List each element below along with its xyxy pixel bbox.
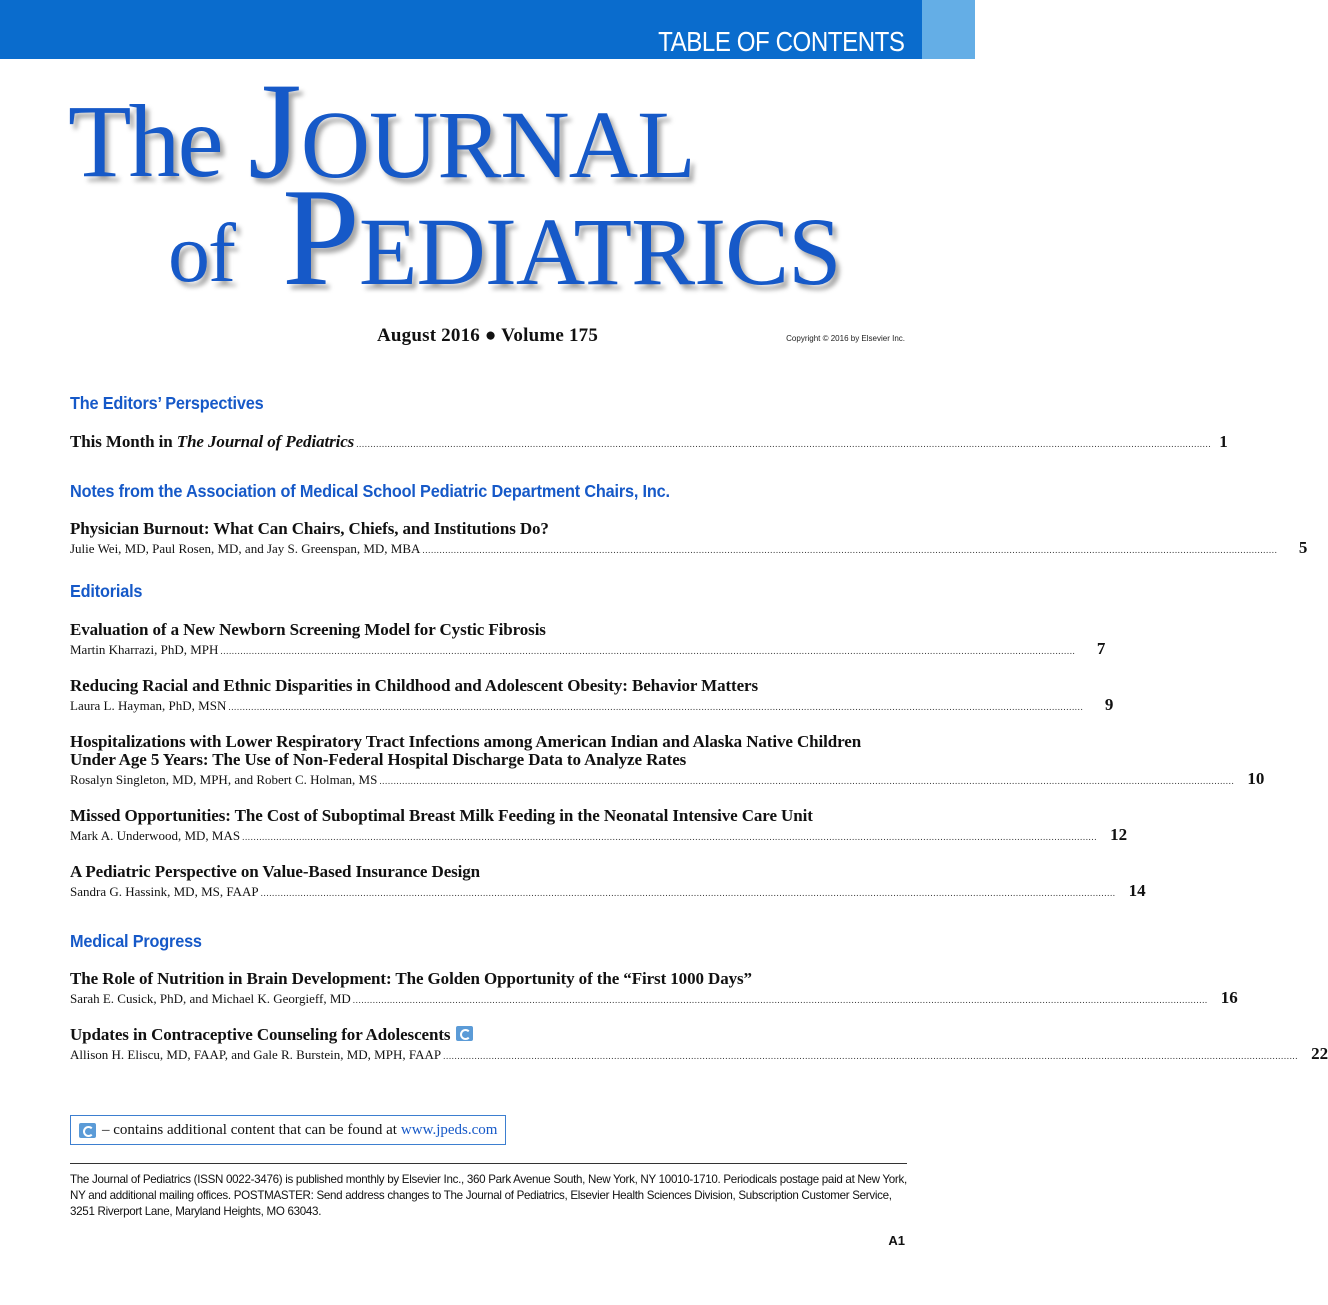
toc-entry[interactable] — [70, 676, 1114, 715]
masthead-journal-initial: J — [248, 54, 301, 207]
entry-title[interactable]: A Pediatric Perspective on Value-Based Insurance Design — [70, 862, 481, 881]
section-heading: Medical Progress — [70, 931, 202, 951]
toc-entry[interactable] — [70, 969, 1238, 1008]
toc-entry[interactable] — [70, 806, 1128, 845]
banner-tab — [922, 0, 975, 59]
entry-page: 1 — [1219, 432, 1228, 451]
entry-authors: Mark A. Underwood, MD, MAS — [70, 828, 241, 843]
entry-page: 5 — [1298, 538, 1308, 557]
entry-title[interactable]: The Role of Nutrition in Brain Development: The Golden Opportunity of the “First 1000 Days” — [70, 969, 752, 988]
entry-title[interactable]: Physician Burnout: What Can Chairs, Chiefs, and Institutions Do? — [70, 519, 549, 538]
section-heading: The Editors’ Perspectives — [70, 393, 264, 413]
entry-authors: Sandra G. Hassink, MD, MS, FAAP — [70, 884, 259, 899]
section-editors-perspectives — [70, 392, 1228, 480]
entry-page: 10 — [1247, 769, 1265, 788]
masthead-pediatrics-rest: EDIATRICS — [358, 198, 841, 305]
toc-entry[interactable] — [70, 432, 1228, 452]
online-content-icon — [456, 1026, 473, 1041]
toc-entry[interactable] — [70, 620, 1106, 659]
banner-label: TABLE OF CONTENTS — [658, 26, 905, 57]
dot-leader: ............................................................................................................................................................................................................................................................................................................ — [220, 646, 1076, 656]
publication-notice: The Journal of Pediatrics (ISSN 0022-3476) is published monthly by Elsevier Inc., 360 Park Avenue South, New York, NY 10010-1710. Periodicals postage paid at New York, NY and additional mailing offices. POSTMASTER: Send address changes to The Journal of Pediatrics, Elsevier Health Sciences Division, Subscription Customer Service, 3251 Riverport Lane, Maryland Heights, MO 63043. — [70, 1173, 907, 1218]
section-association-notes — [70, 480, 1308, 580]
legend-text: – contains additional content that can be found at — [102, 1121, 397, 1138]
toc-entry[interactable] — [70, 519, 1308, 558]
entry-page: 12 — [1110, 825, 1128, 844]
entry-authors: Laura L. Hayman, PhD, MSN — [70, 698, 227, 713]
entry-page: 16 — [1220, 988, 1238, 1007]
entry-title-text: Updates in Contraceptive Counseling for Adolescents — [70, 1025, 451, 1044]
masthead-pediatrics-initial: P — [282, 160, 359, 315]
entry-title-journal: The Journal of Pediatrics — [176, 432, 355, 451]
table-of-contents — [70, 392, 1328, 1064]
journal-website-link[interactable]: www.jpeds.com — [400, 1121, 498, 1138]
entry-authors: Sarah E. Cusick, PhD, and Michael K. Georgieff, MD — [70, 991, 351, 1006]
online-content-legend — [70, 1115, 506, 1145]
dot-leader: ............................................................................................................................................................................................................................................................................................................ — [352, 995, 1208, 1005]
section-heading: Notes from the Association of Medical School Pediatric Department Chairs, Inc. — [70, 481, 670, 501]
entry-page: 14 — [1128, 881, 1146, 900]
masthead-the: The — [68, 84, 221, 199]
online-content-icon — [79, 1123, 96, 1138]
entry-title[interactable]: Evaluation of a New Newborn Screening Model for Cystic Fibrosis — [70, 620, 546, 639]
page-number: A1 — [888, 1233, 905, 1248]
dot-leader: ............................................................................................................................................................................................................................................................................................................ — [228, 702, 1084, 712]
dot-leader: ............................................................................................................................................................................................................................................................................................................ — [356, 439, 1212, 449]
dot-leader: ............................................................................................................................................................................................................................................................................................................ — [422, 545, 1278, 555]
masthead-journal-rest: OURNAL — [300, 91, 695, 198]
issue-line: August 2016 ● Volume 175 — [376, 325, 599, 346]
entry-title-prefix: This Month in — [70, 432, 177, 451]
toc-entry[interactable] — [70, 862, 1146, 901]
entry-authors: Rosalyn Singleton, MD, MPH, and Robert C. Holman, MS — [70, 772, 378, 787]
masthead-of: of — [168, 207, 234, 300]
entry-page: 7 — [1096, 639, 1106, 658]
entry-title[interactable] — [70, 433, 354, 451]
dot-leader: ............................................................................................................................................................................................................................................................................................................ — [260, 888, 1116, 898]
footer-divider — [70, 1163, 907, 1164]
dot-leader: ............................................................................................................................................................................................................................................................................................................ — [379, 776, 1235, 786]
entry-title[interactable] — [70, 1026, 907, 1044]
entry-authors: Allison H. Eliscu, MD, FAAP, and Gale R. Burstein, MD, MPH, FAAP — [70, 1047, 442, 1062]
section-medical-progress — [70, 930, 1328, 1064]
toc-entry[interactable] — [70, 732, 1265, 789]
entry-authors: Julie Wei, MD, Paul Rosen, MD, and Jay S. Greenspan, MD, MBA — [70, 541, 421, 556]
entry-authors: Martin Kharrazi, PhD, MPH — [70, 642, 219, 657]
copyright: Copyright © 2016 by Elsevier Inc. — [786, 334, 905, 343]
masthead-pediatrics — [282, 160, 841, 315]
entry-title[interactable]: Reducing Racial and Ethnic Disparities in Childhood and Adolescent Obesity: Behavior Matters — [70, 676, 759, 695]
dot-leader: ............................................................................................................................................................................................................................................................................................................ — [242, 832, 1098, 842]
section-heading: Editorials — [70, 581, 143, 601]
section-editorials — [70, 580, 1265, 930]
entry-title[interactable]: Hospitalizations with Lower Respiratory Tract Infections among American Indian and Alaska Native Children Under Age 5 Years: The Use of Non-Federal Hospital Discharge Data to Analyze Rates — [70, 732, 862, 769]
entry-page: 9 — [1104, 695, 1114, 714]
entry-title[interactable]: Missed Opportunities: The Cost of Suboptimal Breast Milk Feeding in the Neonatal Intensive Care Unit — [70, 806, 813, 825]
entry-page: 22 — [1311, 1044, 1328, 1063]
journal-masthead — [0, 54, 975, 315]
toc-entry[interactable] — [70, 1025, 1328, 1064]
dot-leader: ............................................................................................................................................................................................................................................................................................................ — [443, 1051, 1299, 1061]
